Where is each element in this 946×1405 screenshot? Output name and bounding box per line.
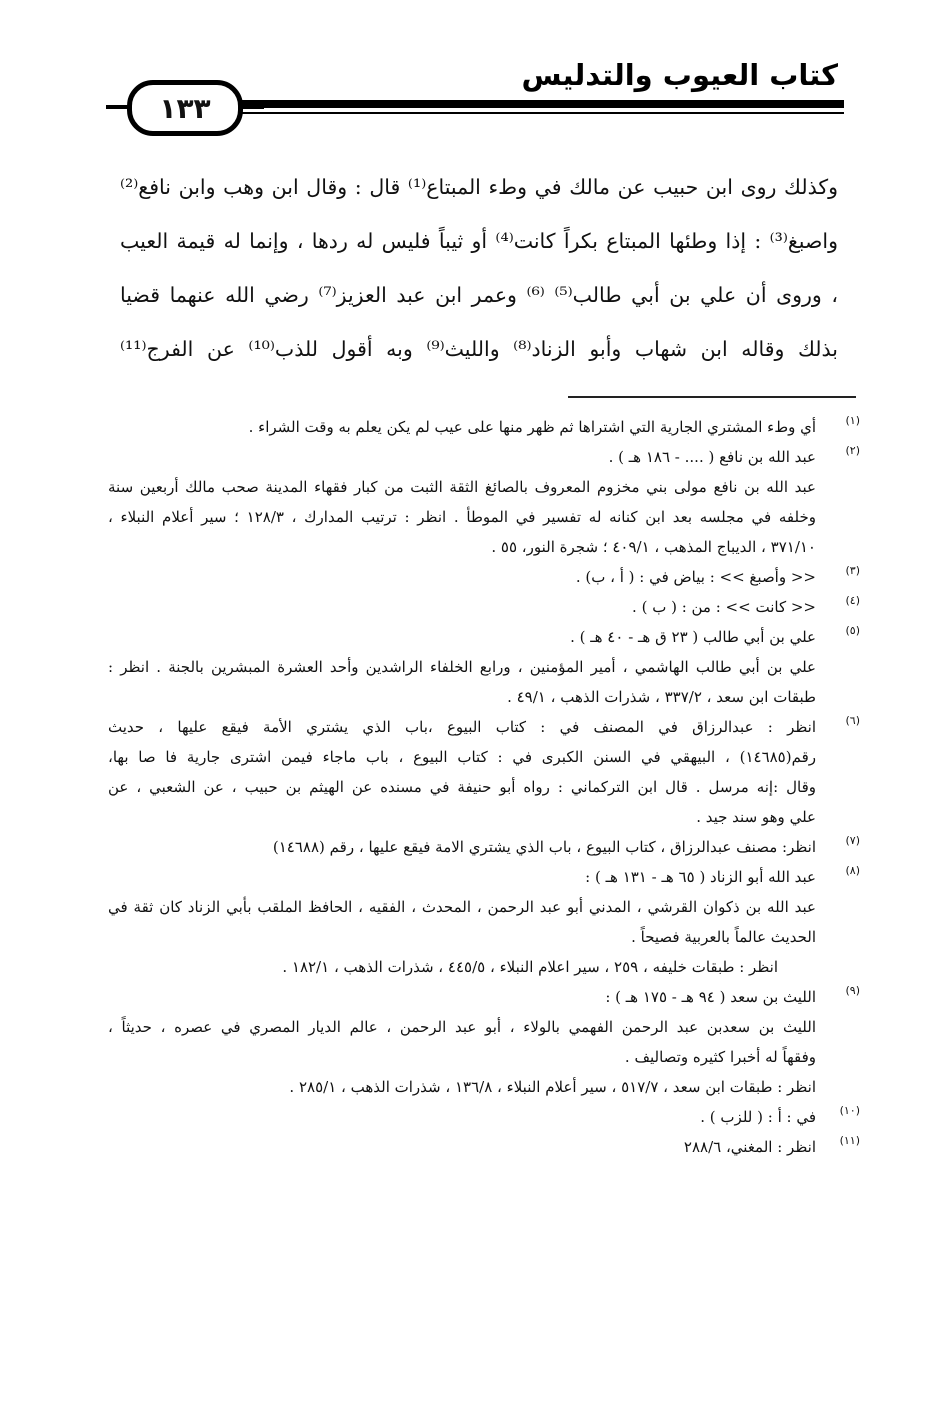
footnote-9 xyxy=(108,982,862,1102)
footnote-line: عبد الله بن نافع ( .... - ١٨٦ هـ ) . xyxy=(608,448,816,466)
footnote-line: انظر : المغني، ٢٨٨/٦ xyxy=(683,1138,816,1156)
footnote-11 xyxy=(108,1132,862,1162)
footnote-number: (٤) xyxy=(845,594,860,607)
footnote-number: (٩) xyxy=(845,984,860,997)
footnotes xyxy=(108,412,862,1162)
footnote-line: أي وطء المشتري الجارية التي اشتراها ثم ظهر منها على عيب لم يكن يعلم به وقت الشراء . xyxy=(248,418,816,436)
footnote-8 xyxy=(108,862,862,982)
page-number: ١٣٣ xyxy=(159,91,211,125)
footnote-line: ٣٧١/١٠ ، الديباج المذهب ، ٤٠٩/١ ؛ شجرة النور، ٥٥ . xyxy=(491,538,816,556)
footnote-line: وفقهاً له أخبرا كثيره وتصاليف . xyxy=(624,1048,816,1066)
main-text-line: بذلك وقاله ابن شهاب وأبو الزناد⁽⁸⁾ والليث⁽⁹⁾ وبه أقول للذب⁽¹⁰⁾ عن الفرج⁽¹¹⁾ xyxy=(120,337,838,361)
footnote-5 xyxy=(108,622,862,712)
footnote-line: وقال :إنه مرسل . قال ابن التركماني : رواه أبو حنيفة في مسنده عن الهيثم بن حبيب ، عن الشعبي ، عن xyxy=(108,778,816,796)
footnote-number: (٣) xyxy=(845,564,860,577)
footnote-line: الحديث عالماً بالعربية فصيحاً . xyxy=(631,928,816,946)
footnote-line: انظر : طبقات خليفه ، ٢٥٩ ، سير اعلام النبلاء ، ٤٤٥/٥ ، شذرات الذهب ، ١٨٢/١ . xyxy=(282,958,778,976)
footnote-line: << كانت >> : من : ( ب ) . xyxy=(632,598,816,616)
footnote-line: رقم(١٤٦٨٥) ، البيهقي في السنن الكبرى في : كتاب البيوع ، باب ماجاء فيمن اشترى جارية فا صا بها، xyxy=(108,748,816,766)
main-text-line: ، وروى أن علي بن أبي طالب⁽⁵⁾ ⁽⁶⁾ وعمر ابن عبد العزيز⁽⁷⁾ رضي الله عنهما قضيا xyxy=(120,283,838,307)
footnote-line: وخلفه في مجلسه بعد ابن كنانه له تفسير في الموطأ . انظر : ترتيب المدارك ، ١٢٨/٣ ؛ سير أعلام النبلاء ، xyxy=(108,508,816,526)
footnote-2 xyxy=(108,442,862,562)
footnote-3 xyxy=(108,562,862,592)
footnote-number: (٧) xyxy=(845,834,860,847)
footnote-line: علي بن أبي طالب ( ٢٣ ق هـ - ٤٠ هـ ) . xyxy=(570,628,816,646)
footnote-line: عبد الله أبو الزناد ( ٦٥ هـ - ١٣١ هـ ) : xyxy=(585,868,816,886)
footnote-4 xyxy=(108,592,862,622)
footnote-7 xyxy=(108,832,862,862)
footnote-number: (٢) xyxy=(845,444,860,457)
footnote-number: (٦) xyxy=(845,714,860,727)
footnote-line: انظر : طبقات ابن سعد ، ٥١٧/٧ ، سير أعلام النبلاء ، ١٣٦/٨ ، شذرات الذهب ، ٢٨٥/١ . xyxy=(289,1078,816,1096)
footnote-line: الليث بن سعدبن عبد الرحمن الفهمي بالولاء ، أبو عبد الرحمن ، عالم الديار المصري في عصره ، حديثاً ، xyxy=(108,1018,816,1036)
footnote-line: الليث بن سعد ( ٩٤ هـ - ١٧٥ هـ ) : xyxy=(605,988,816,1006)
footnote-line: علي وهو سند جيد . xyxy=(696,808,816,826)
footnote-line: انظر : عبدالرزاق في المصنف في : كتاب البيوع ،باب الذي يشتري الأمة فيقع عليها ، حديث xyxy=(108,718,816,736)
footnote-10 xyxy=(108,1102,862,1132)
footnote-number: (١٠) xyxy=(839,1104,860,1117)
footnote-line: في : أ : ( للزب ) . xyxy=(700,1108,816,1126)
book-title: كتاب العيوب والتدليس xyxy=(521,58,838,92)
footnote-separator xyxy=(568,396,856,398)
footnote-number: (١) xyxy=(845,414,860,427)
main-text-line: وكذلك روى ابن حبيب عن مالك في وطء المبتاع⁽¹⁾ قال : وقال ابن وهب وابن نافع⁽²⁾ xyxy=(120,175,838,199)
footnote-line: طبقات ابن سعد ، ٣٣٧/٢ ، شذرات الذهب ، ٤٩/١ . xyxy=(507,688,816,706)
footnote-number: (١١) xyxy=(839,1134,860,1147)
footnote-line: << وأصبغ >> : بياض في : ( أ ، ب) . xyxy=(575,568,816,586)
footnote-number: (٥) xyxy=(845,624,860,637)
main-text-line: واصبغ⁽³⁾ : إذا وطئها المبتاع بكراً كانت⁽⁴⁾ أو ثيباً فليس له ردها ، وإنما له قيمة العيب xyxy=(120,229,838,253)
footnote-line: عبد الله بن ذكوان القرشي ، المدني أبو عبد الرحمن ، المحدث ، الفقيه ، الحافظ الملقب بأبي الزناد كان ثقة في xyxy=(108,898,816,916)
footnote-1 xyxy=(108,412,862,442)
footnote-number: (٨) xyxy=(845,864,860,877)
main-text xyxy=(120,160,838,376)
footnote-line: انظر: مصنف عبدالرزاق ، كتاب البيوع ، باب الذي يشتري الامة فيقع عليها ، رقم (١٤٦٨٨) xyxy=(272,838,816,856)
footnote-6 xyxy=(108,712,862,832)
footnote-line: عبد الله بن نافع مولى بني مخزوم المعروف بالصائغ الثقة الثبت من كبار فقهاء المدينة صحب مالك أربعين سنة xyxy=(108,478,816,496)
page-number-badge xyxy=(127,80,243,136)
footnote-line: علي بن أبي طالب الهاشمي ، أمير المؤمنين ، ورابع الخلفاء الراشدين وأحد العشرة المبشرين بالجنة . انظر : xyxy=(108,658,816,676)
header-rule-thin xyxy=(232,112,844,114)
